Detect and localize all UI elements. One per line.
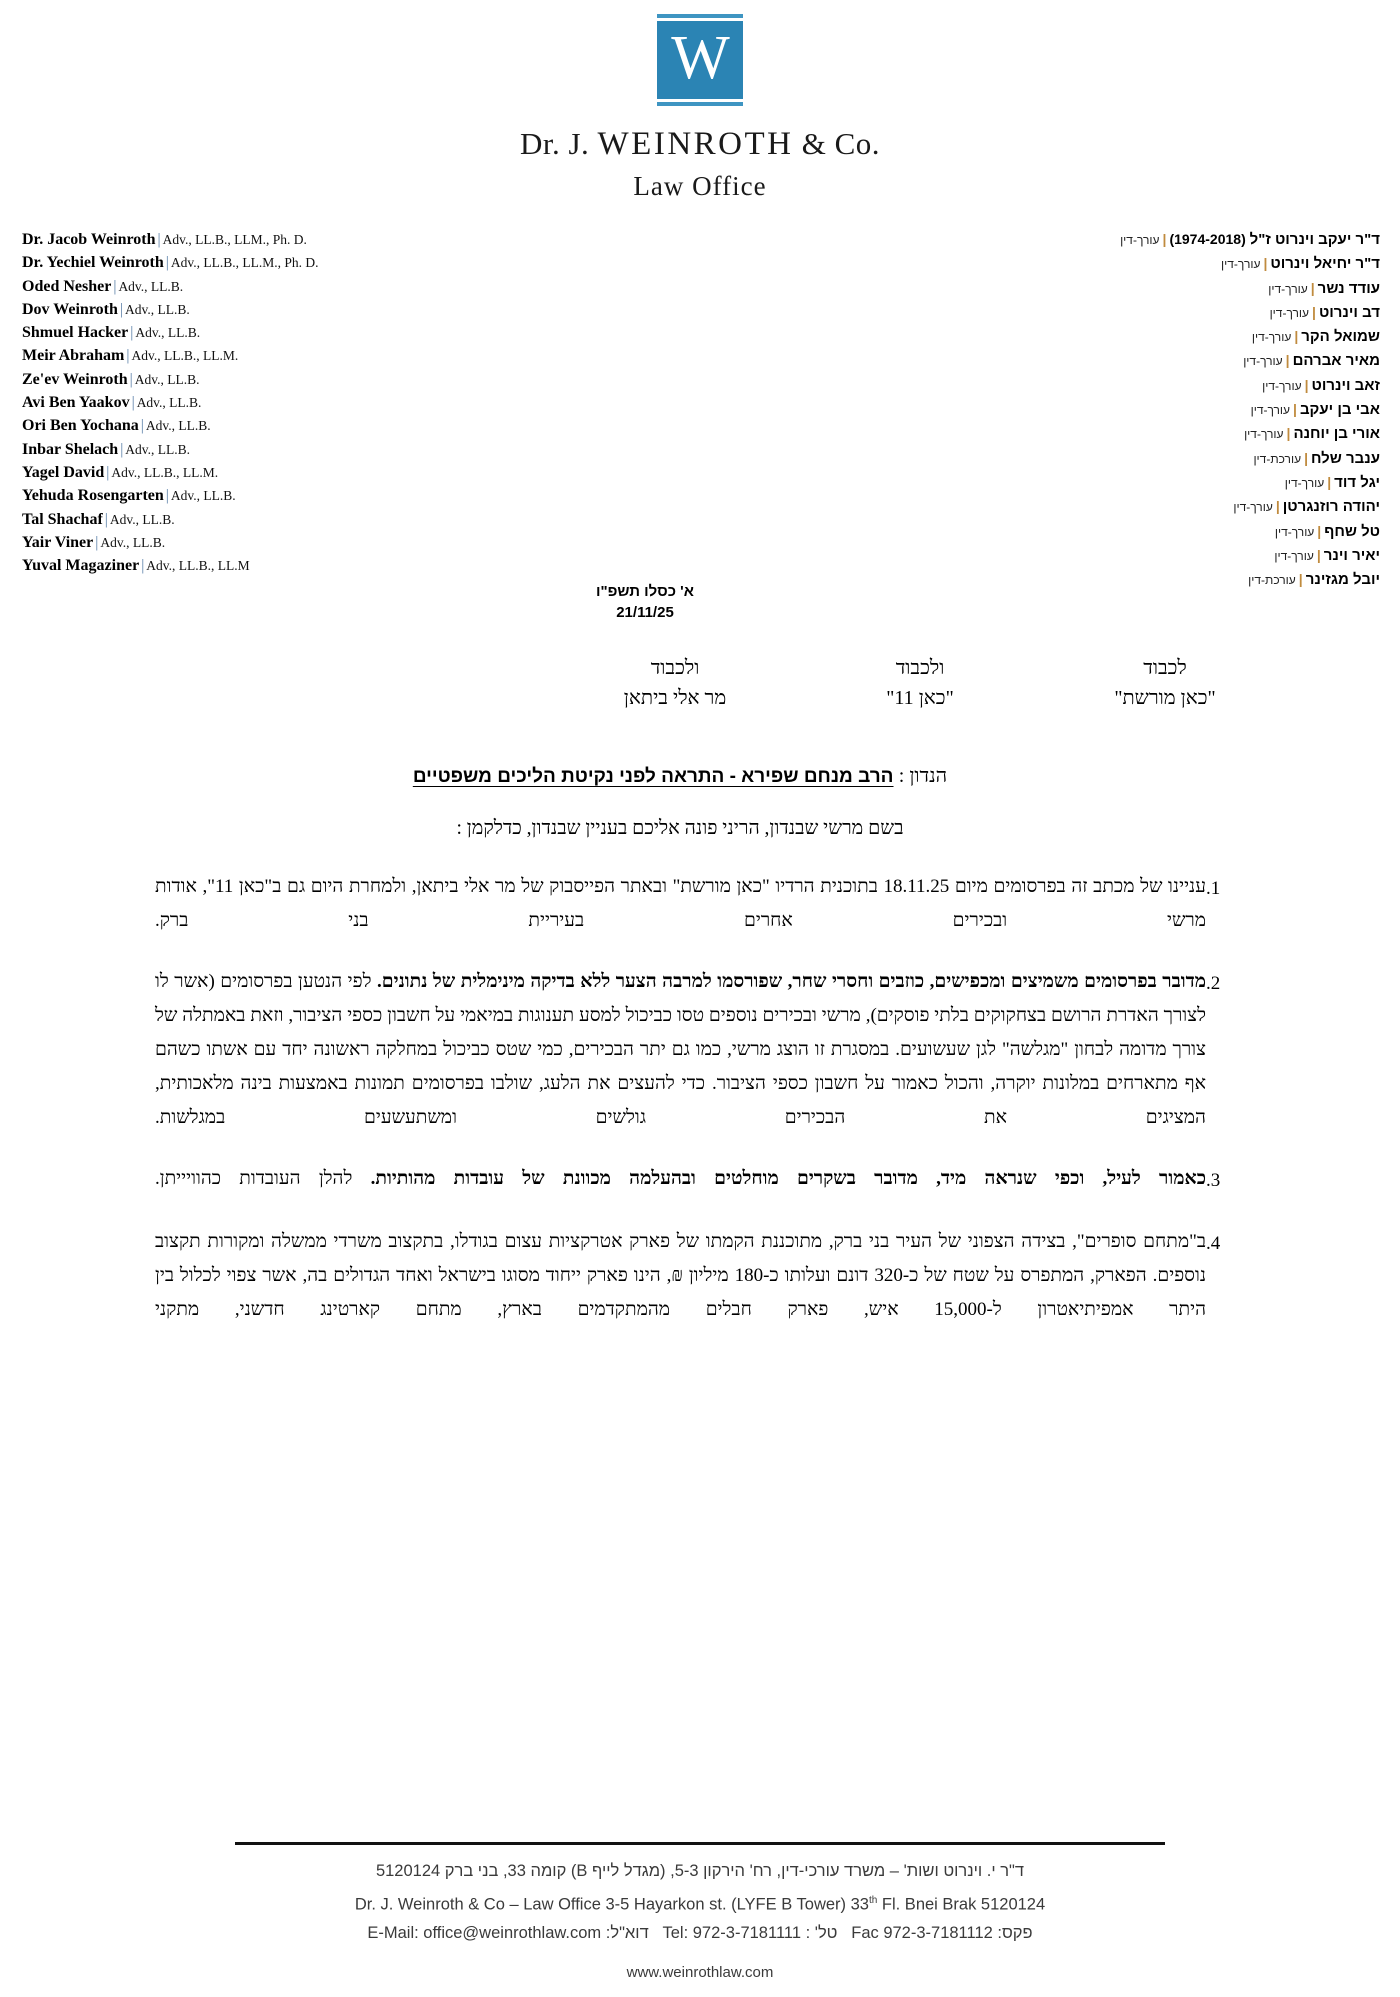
attorney-name-en: Yair Viner: [22, 533, 94, 551]
subject-topic: הרב מנחם שפירא - התראה לפני נקיטת הליכים משפטיים: [412, 766, 894, 787]
attorney-row-en: [22, 391, 319, 414]
attorney-separator: |: [165, 254, 169, 272]
footer-email-value[interactable]: E-Mail: office@weinrothlaw.com: [367, 1924, 602, 1942]
attorney-separator: |: [104, 510, 108, 528]
attorney-separator: |: [1304, 449, 1308, 466]
attorney-separator: |: [165, 487, 169, 505]
attorney-titles-en: Adv., LL.B.: [170, 488, 236, 504]
paragraph-lead-bold: מדובר בפרסומים משמיצים ומכפישים, כוזבים וחסרי שחר, שפורסמו למרבה הצער ללא בדיקה מינימלית של נתונים.: [377, 971, 1206, 992]
footer-tel-label: טל' :: [805, 1924, 838, 1942]
attorney-name-he: ד"ר יחיאל וינרוט: [1270, 255, 1380, 273]
footer-fax-value: Fac 972-3-7181112: [851, 1924, 993, 1942]
attorney-years-he: (1974-2018): [1169, 231, 1250, 247]
body-paragraph: [155, 1162, 1240, 1198]
body-paragraph: [155, 1225, 1240, 1327]
attorney-row-en: [22, 228, 319, 251]
footer-tel-value: Tel: 972-3-7181111: [662, 1924, 802, 1942]
attorney-row-en: [22, 414, 319, 437]
attorney-row-he: [1120, 228, 1380, 252]
attorney-titles-en: Adv., LL.B.: [118, 278, 184, 294]
attorney-list-hebrew: [1120, 228, 1380, 592]
addressee-block: [0, 653, 1400, 713]
page-footer: [0, 1842, 1400, 1982]
logo-rule-bottom: [657, 102, 743, 106]
attorney-row-en: [22, 484, 319, 507]
attorney-name-en: Yehuda Rosengarten: [22, 487, 164, 505]
attorney-name-en: Ori Ben Yochana: [22, 417, 139, 435]
attorney-separator: |: [126, 347, 130, 365]
attorney-title-he: עורך-דין: [1284, 475, 1325, 490]
addressee: [1100, 653, 1230, 713]
attorney-title-he: עורך-דין: [1243, 354, 1283, 369]
addressee: [610, 653, 740, 713]
attorney-separator: |: [120, 440, 124, 458]
attorney-separator: |: [95, 533, 99, 551]
attorney-separator: |: [1294, 328, 1299, 345]
body-paragraph: [155, 870, 1240, 938]
attorney-separator: |: [1275, 498, 1280, 515]
attorney-row-he: [1120, 471, 1380, 495]
attorney-title-he: עורך-דין: [1251, 330, 1292, 345]
attorney-title-he: עורך-דין: [1221, 257, 1261, 272]
attorney-row-he: [1120, 568, 1380, 592]
attorney-title-he: עורך-דין: [1268, 281, 1308, 296]
paragraph-body-text: עניינו של מכתב זה בפרסומים מיום 18.11.25 בתוכנית הרדיו "כאן מורשת" ובאתר הפייסבוק של מר אלי ביתאן, ולמחרת היום גם ב"כאן 11", אודות מרשי ובכירים אחרים בעיריית בני ברק.: [155, 876, 1206, 931]
attorney-row-he: [1120, 252, 1380, 276]
attorney-name-en: Dr. Yechiel Weinroth: [22, 254, 164, 272]
attorney-separator: |: [141, 557, 145, 575]
attorney-row-he: [1120, 325, 1380, 349]
attorney-titles-en: Adv., LL.B., LLM., Ph. D.: [162, 232, 307, 247]
attorney-name-he: יגל דוד: [1334, 473, 1380, 491]
paragraph-number: 4.: [1206, 1233, 1221, 1254]
paragraph-text: [155, 870, 1206, 938]
addressee-salutation: ולכבוד: [895, 657, 945, 679]
attorney-name-en: Dr. Jacob Weinroth: [22, 231, 156, 248]
attorney-titles-en: Adv., LL.B.: [100, 534, 166, 550]
attorney-title-he: עורך-דין: [1274, 548, 1314, 563]
attorney-name-en: Shmuel Hacker: [22, 324, 129, 342]
logo-square: [657, 21, 743, 99]
firm-logo: [657, 14, 743, 106]
paragraph-lead-bold: כאמור לעיל, וכפי שנראה מיד, מדובר בשקרים מוחלטים ובהעלמה מכוונת של עובדות מהותיות.: [370, 1168, 1206, 1189]
attorney-name-en: Ze'ev Weinroth: [22, 370, 128, 388]
attorney-name-he: זאב וינרוט: [1311, 376, 1380, 394]
footer-fax-label: פקס:: [997, 1924, 1033, 1942]
attorney-row-en: [22, 461, 319, 484]
attorney-separator: |: [1285, 352, 1290, 369]
attorney-separator: |: [1304, 376, 1309, 393]
attorney-titles-en: Adv., LL.B.: [134, 371, 200, 387]
attorney-row-en: [22, 321, 319, 344]
footer-contact-line: [0, 1919, 1400, 1948]
attorney-title-he: עורך-דין: [1262, 378, 1302, 393]
attorney-separator: |: [129, 370, 133, 388]
firm-subtitle: Law Office: [633, 171, 767, 201]
attorney-row-he: [1120, 277, 1380, 301]
attorney-name-he: טל שחף: [1324, 522, 1380, 540]
paragraph-text: [155, 1162, 1206, 1198]
attorney-separator: |: [1327, 473, 1332, 490]
attorney-row-en: [22, 531, 319, 554]
attorney-separator: |: [113, 277, 117, 295]
paragraph-body-text: ב"מתחם סופרים", בצידה הצפוני של העיר בני ברק, מתוכננת הקמתו של פארק אטרקציות עצום בגודלו, בתקצוב משרדי ממשלה ומקורות תקצוב נוספים. הפארק, המתפרס על שטח של כ-320 דונם ועלותו כ-180 מיליון ₪, הינו פארק ייחוד מסוגו בישראל ואחד הגדולים בה, אשר צפוי לכלול בין היתר אמפיתיאטרון ל-15,000 איש, פארק חבלים מהמתקדמים בארץ, מתחם קארטינג חדשני, מתקני: [155, 1231, 1207, 1320]
paragraph-number: 1.: [1206, 878, 1221, 899]
attorney-titles-en: Adv., LL.B.: [136, 395, 202, 411]
attorney-row-en: [22, 508, 319, 531]
attorney-row-he: [1120, 447, 1380, 471]
footer-address-en-post: Fl. Bnei Brak 5120124: [877, 1895, 1046, 1913]
attorney-row-he: [1120, 301, 1380, 325]
attorney-titles-en: Adv., LL.B.: [145, 418, 211, 434]
attorney-name-en: Avi Ben Yaakov: [22, 394, 130, 412]
paragraph-text: [155, 1225, 1206, 1327]
firm-name-main: WEINROTH: [597, 126, 794, 162]
attorney-lists: [0, 228, 1400, 589]
attorney-title-he: עורך-דין: [1250, 403, 1291, 418]
attorney-row-he: [1120, 422, 1380, 446]
attorney-row-en: [22, 275, 319, 298]
subject-line: [0, 765, 1400, 788]
attorney-row-he: [1120, 374, 1380, 398]
paragraph-body-text: לפי הנטען בפרסומים (אשר לו לצורך האדרת הרושם בצחקוקים בלתי פוסקים), מרשי ובכירים נוספים טסו כביכול למסע תענוגות במיאמי על חשבון כספי הציבור, וזאת באמתלה של צורך מדומה לבחון "מגלשה" לגן שעשועים. במסגרת זו הוצג מרשי, כמו גם יתר הבכירים, כמי שטס כביכול במחלקה ראשונה יחד עם אשתו כשהם אף מתארחים במלונות יוקרה, והכול כאמור על חשבון כספי הציבור. כדי להעצים את הלעג, שולבו בפרסומים תמונות באמצעות בינה מלאכותית, המציגים את הבכירים גולשים ומשתעשעים במגלשות.: [155, 971, 1206, 1128]
attorney-title-he: עורך-דין: [1120, 233, 1160, 247]
addressee-name: "כאן 11": [886, 687, 954, 709]
footer-ordinal-suffix: th: [868, 1894, 878, 1906]
firm-name: [0, 126, 1400, 163]
attorney-name-he: דב וינרוט: [1318, 303, 1380, 321]
attorney-name-en: Oded Nesher: [22, 277, 112, 295]
attorney-name-he: ד"ר יעקב וינרוט ז"ל: [1249, 231, 1380, 248]
attorney-separator: |: [1316, 546, 1321, 563]
attorney-list-english: [22, 228, 319, 577]
attorney-separator: |: [1293, 401, 1297, 418]
attorney-title-he: עורך-דין: [1233, 500, 1273, 515]
addressee-salutation: לכבוד: [1143, 657, 1187, 679]
footer-divider: [235, 1842, 1165, 1845]
attorney-separator: |: [119, 300, 123, 318]
attorney-row-he: [1120, 520, 1380, 544]
subject-label: הנדון :: [898, 765, 948, 787]
attorney-row-he: [1120, 349, 1380, 373]
paragraph-body-text: להלן העובדות כהוויייתן.: [155, 1168, 371, 1189]
attorney-titles-en: Adv., LL.B., LL.M.: [111, 464, 219, 480]
attorney-row-en: [22, 298, 319, 321]
attorney-separator: |: [1298, 571, 1303, 588]
attorney-name-en: Yagel David: [22, 463, 105, 481]
letterhead-masthead: [0, 0, 1400, 202]
attorney-separator: |: [157, 231, 161, 248]
attorney-name-en: Tal Shachaf: [22, 510, 103, 528]
date-hebrew: א' כסלו תשפ"ו: [596, 583, 694, 600]
firm-name-suffix: & Co.: [801, 126, 881, 161]
attorney-row-he: [1120, 398, 1380, 422]
logo-rule-top: [657, 14, 743, 18]
attorney-titles-en: Adv., LL.B.: [124, 301, 190, 317]
attorney-separator: |: [1286, 425, 1291, 442]
attorney-titles-en: Adv., LL.B., LL.M., Ph. D.: [170, 255, 319, 271]
logo-letter-w: W: [671, 24, 729, 92]
addressee: [855, 653, 985, 713]
attorney-name-he: מאיר אברהם: [1292, 352, 1380, 370]
attorney-separator: |: [130, 324, 134, 342]
attorney-separator: |: [1263, 255, 1268, 272]
date-gregorian: 21/11/25: [616, 604, 674, 621]
addressee-name: מר אלי ביתאן: [623, 687, 727, 709]
attorney-titles-en: Adv., LL.B., LL.M.: [131, 348, 239, 364]
footer-address-en-pre: Dr. J. Weinroth & Co – Law Office 3-5 Hayarkon st. (LYFE B Tower) 33: [354, 1895, 869, 1913]
attorney-name-he: עודד נשר: [1317, 279, 1380, 297]
attorney-row-he: [1120, 544, 1380, 568]
attorney-name-he: ענבר שלח: [1310, 449, 1380, 467]
paragraph-number: 3.: [1206, 1170, 1221, 1191]
addressee-salutation: ולכבוד: [650, 657, 700, 679]
attorney-separator: |: [140, 417, 144, 435]
attorney-row-en: [22, 438, 319, 461]
firm-name-prefix: Dr. J.: [519, 126, 590, 161]
attorney-title-he: עורך-דין: [1274, 524, 1315, 539]
attorney-name-en: Dov Weinroth: [22, 300, 118, 318]
attorney-name-he: אורי בן יוחנה: [1293, 425, 1380, 443]
attorney-name-he: יהודה רוזנגרטן: [1282, 498, 1380, 516]
attorney-titles-en: Adv., LL.B.: [109, 511, 175, 527]
attorney-separator: |: [106, 463, 110, 481]
footer-website[interactable]: www.weinrothlaw.com: [626, 1964, 774, 1981]
attorney-row-en: [22, 344, 319, 367]
attorney-titles-en: Adv., LL.B.: [125, 441, 191, 457]
attorney-name-he: אבי בן יעקב: [1299, 401, 1380, 419]
attorney-row-he: [1120, 495, 1380, 519]
attorney-row-en: [22, 554, 319, 577]
footer-address-hebrew: ד"ר י. וינרוט ושות' – משרד עורכי-דין, רח' הירקון 5-3, (מגדל לייף B) קומה 33, בני ברק 5120124: [375, 1861, 1025, 1880]
attorney-name-he: יאיר וינר: [1323, 546, 1380, 564]
attorney-separator: |: [1162, 231, 1167, 247]
paragraph-text: [155, 965, 1206, 1135]
attorney-row-en: [22, 368, 319, 391]
addressee-name: "כאן מורשת": [1114, 687, 1216, 709]
attorney-title-he: עורך-דין: [1269, 305, 1310, 320]
attorney-name-he: שמואל הקר: [1301, 328, 1380, 346]
attorney-titles-en: Adv., LL.B., LL.M: [146, 558, 250, 574]
paragraph-number: 2.: [1206, 973, 1221, 994]
attorney-separator: |: [1317, 522, 1322, 539]
attorney-name-he: יובל מגזינר: [1305, 571, 1380, 589]
body-paragraph: [155, 965, 1240, 1135]
attorney-title-he: עורך-דין: [1244, 427, 1284, 442]
body-paragraphs: [155, 870, 1240, 1327]
attorney-name-en: Yuval Magaziner: [22, 557, 140, 575]
attorney-name-en: Meir Abraham: [22, 347, 125, 365]
attorney-name-en: Inbar Shelach: [22, 440, 119, 458]
footer-email-label: דוא"ל:: [605, 1924, 649, 1942]
footer-address-english: [0, 1886, 1400, 1920]
attorney-title-he: עורכת-דין: [1248, 573, 1296, 588]
attorney-separator: |: [1312, 303, 1316, 320]
attorney-separator: |: [131, 394, 135, 412]
attorney-titles-en: Adv., LL.B.: [135, 325, 201, 341]
attorney-row-en: [22, 251, 319, 274]
attorney-separator: |: [1310, 279, 1315, 296]
attorney-title-he: עורכת-דין: [1253, 451, 1302, 466]
intro-paragraph: בשם מרשי שבנדון, הריני פונה אליכם בעניין שבנדון, כדלקמן :: [456, 818, 904, 839]
